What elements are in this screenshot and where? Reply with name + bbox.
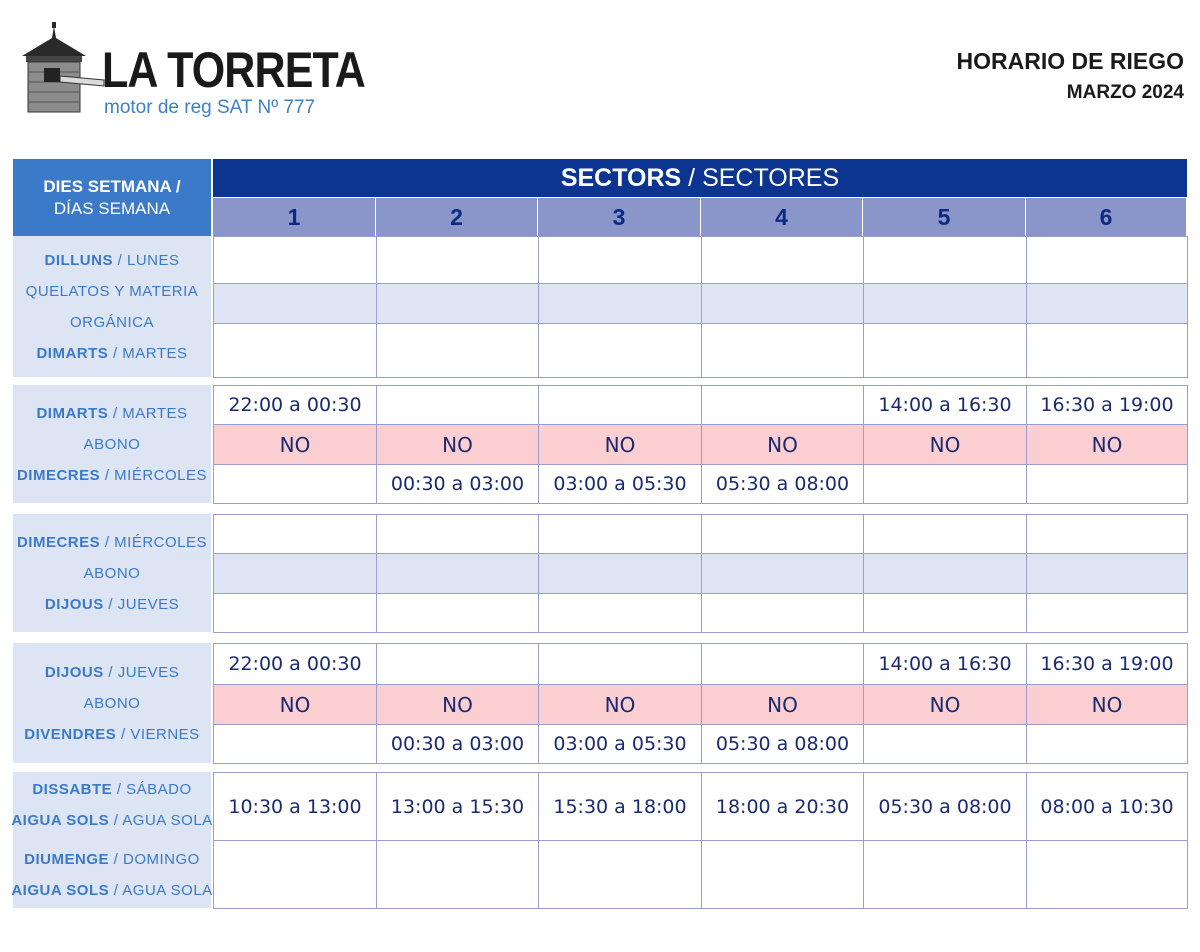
days-header-bold: DIES SETMANA / [43, 176, 181, 196]
schedule-cell: NO [213, 424, 377, 465]
schedule-cell: NO [863, 424, 1027, 465]
empty-cell [376, 514, 539, 554]
empty-cell [1026, 514, 1188, 554]
empty-cell [863, 593, 1027, 633]
day-label-normal: / AGUA SOLA [109, 812, 213, 829]
document-title: HORARIO DE RIEGO [956, 48, 1184, 74]
day-label-line [84, 688, 141, 719]
empty-cell [1026, 323, 1188, 378]
empty-cell [701, 840, 864, 909]
sectors-header-bold: SECTORS [560, 163, 682, 192]
day-label-line [24, 719, 199, 750]
empty-cell [376, 643, 539, 685]
document-period: MARZO 2024 [1066, 82, 1184, 103]
day-label-normal: ORGÁNICA [69, 313, 154, 331]
sector-header-6: 6 [1026, 198, 1186, 236]
empty-cell [538, 283, 702, 324]
empty-cell [213, 553, 377, 594]
empty-cell [701, 283, 864, 324]
empty-cell [863, 283, 1027, 324]
schedule-cell: NO [538, 424, 702, 465]
empty-cell [863, 464, 1027, 504]
days-header-normal: DÍAS SEMANA [53, 198, 171, 218]
empty-cell [213, 283, 377, 324]
schedule-cell: NO [863, 684, 1027, 725]
empty-cell [376, 323, 539, 378]
day-label-normal: ABONO [83, 564, 141, 582]
schedule-cell: NO [701, 424, 864, 465]
sectors-header-normal: / SECTORES [681, 163, 840, 192]
empty-cell [863, 236, 1027, 284]
schedule-cell: 16:30 a 19:00 [1026, 385, 1188, 425]
day-label-bold: AIGUA SOLS [11, 812, 110, 829]
empty-cell [701, 236, 864, 284]
schedule-cell: 22:00 a 00:30 [213, 643, 377, 685]
schedule-cell: 00:30 a 03:00 [376, 724, 539, 764]
day-label-bold: AIGUA SOLS [11, 882, 110, 899]
schedule-cell: 05:30 a 08:00 [701, 724, 864, 764]
schedule-cell: 14:00 a 16:30 [863, 643, 1027, 685]
days-column-header [13, 159, 211, 236]
day-label-normal: / AGUA SOLA [109, 882, 213, 899]
day-label-bold: DIMARTS [36, 344, 109, 362]
day-label-bold: DIJOUS [44, 595, 104, 613]
empty-cell [213, 464, 377, 504]
empty-cell [213, 840, 377, 909]
empty-cell [376, 385, 539, 425]
empty-cell [1026, 724, 1188, 764]
schedule-cell: 08:00 a 10:30 [1026, 772, 1188, 841]
sector-header-2: 2 [376, 198, 537, 236]
day-label-bold: DIMECRES [16, 533, 101, 551]
schedule-cell: NO [213, 684, 377, 725]
day-label-line [11, 875, 212, 906]
day-label-block [13, 236, 211, 377]
schedule-cell: 15:30 a 18:00 [538, 772, 702, 841]
empty-cell [213, 323, 377, 378]
day-label-bold: DIUMENGE [24, 851, 109, 868]
schedule-cell: 05:30 a 08:00 [701, 464, 864, 504]
schedule-cell: NO [1026, 424, 1188, 465]
day-label-line [11, 805, 212, 836]
day-label-bold: DILLUNS [44, 251, 113, 269]
day-label-line [36, 398, 187, 429]
day-label-bold: DIVENDRES [24, 725, 117, 743]
schedule-cell: NO [1026, 684, 1188, 725]
day-label-line [84, 429, 141, 460]
empty-cell [863, 553, 1027, 594]
empty-cell [538, 593, 702, 633]
day-label-normal: / JUEVES [103, 663, 180, 681]
schedule-cell: 18:00 a 20:30 [701, 772, 864, 841]
day-label-block [13, 385, 211, 503]
empty-cell [538, 385, 702, 425]
day-label-line [32, 774, 191, 805]
day-label-line [45, 589, 179, 620]
empty-cell [538, 840, 702, 909]
schedule-cell: 22:00 a 00:30 [213, 385, 377, 425]
empty-cell [863, 323, 1027, 378]
empty-cell [538, 514, 702, 554]
empty-cell [376, 840, 539, 909]
schedule-cell: 16:30 a 19:00 [1026, 643, 1188, 685]
day-label-normal: ABONO [83, 694, 141, 712]
empty-cell [376, 553, 539, 594]
day-label-normal: / MARTES [108, 404, 188, 422]
day-label-block [13, 643, 211, 763]
empty-cell [376, 236, 539, 284]
empty-cell [376, 283, 539, 324]
logo-subtitle: motor de reg SAT Nº 777 [104, 97, 316, 118]
empty-cell [1026, 553, 1188, 594]
day-label-normal: / MARTES [108, 344, 188, 362]
day-label-line [70, 307, 154, 338]
logo-title: LA TORRETA [102, 42, 365, 98]
day-label-bold: DIMARTS [36, 404, 109, 422]
day-label-line [17, 460, 207, 491]
empty-cell [701, 553, 864, 594]
schedule-cell: 03:00 a 05:30 [538, 464, 702, 504]
sector-header-5: 5 [863, 198, 1025, 236]
day-label-normal: QUELATOS Y MATERIA [25, 282, 199, 300]
sector-header-4: 4 [701, 198, 862, 236]
empty-cell [1026, 283, 1188, 324]
schedule-cell: 14:00 a 16:30 [863, 385, 1027, 425]
empty-cell [701, 514, 864, 554]
day-label-bold: DIMECRES [16, 466, 101, 484]
empty-cell [538, 553, 702, 594]
day-label-normal: / VIERNES [116, 725, 200, 743]
schedule-cell: NO [376, 424, 539, 465]
sector-header-1: 1 [213, 198, 375, 236]
empty-cell [1026, 593, 1188, 633]
empty-cell [538, 323, 702, 378]
logo-tower-icon [14, 20, 106, 114]
empty-cell [701, 385, 864, 425]
schedule-cell: NO [538, 684, 702, 725]
empty-cell [1026, 236, 1188, 284]
empty-cell [1026, 464, 1188, 504]
sectors-header [213, 159, 1187, 197]
day-label-line [26, 276, 199, 307]
day-label-normal: / JUEVES [103, 595, 180, 613]
day-label-normal: / DOMINGO [109, 851, 200, 868]
day-label-line [84, 558, 141, 589]
day-label-line [24, 844, 200, 875]
empty-cell [863, 514, 1027, 554]
empty-cell [213, 724, 377, 764]
empty-cell [701, 323, 864, 378]
day-label-bold: DISSABTE [32, 781, 113, 798]
empty-cell [701, 643, 864, 685]
schedule-cell: 00:30 a 03:00 [376, 464, 539, 504]
schedule-cell: 05:30 a 08:00 [863, 772, 1027, 841]
empty-cell [376, 593, 539, 633]
empty-cell [213, 514, 377, 554]
day-label-block [13, 772, 211, 908]
day-label-normal: / LUNES [112, 251, 180, 269]
schedule-cell: 03:00 a 05:30 [538, 724, 702, 764]
schedule-cell: NO [376, 684, 539, 725]
empty-cell [1026, 840, 1188, 909]
day-label-bold: DIJOUS [44, 663, 104, 681]
empty-cell [863, 840, 1027, 909]
empty-cell [538, 643, 702, 685]
day-label-block [13, 514, 211, 632]
day-label-line [44, 245, 179, 276]
schedule-cell: NO [701, 684, 864, 725]
schedule-cell: 10:30 a 13:00 [213, 772, 377, 841]
day-label-line [36, 338, 187, 369]
day-label-normal: / MIÉRCOLES [100, 466, 208, 484]
sector-header-3: 3 [538, 198, 700, 236]
day-label-line [17, 527, 207, 558]
empty-cell [538, 236, 702, 284]
day-label-normal: ABONO [83, 435, 141, 453]
schedule-cell: 13:00 a 15:30 [376, 772, 539, 841]
empty-cell [863, 724, 1027, 764]
empty-cell [213, 236, 377, 284]
day-label-normal: / SÁBADO [112, 781, 192, 798]
day-label-normal: / MIÉRCOLES [100, 533, 208, 551]
empty-cell [701, 593, 864, 633]
day-label-line [45, 657, 179, 688]
empty-cell [213, 593, 377, 633]
